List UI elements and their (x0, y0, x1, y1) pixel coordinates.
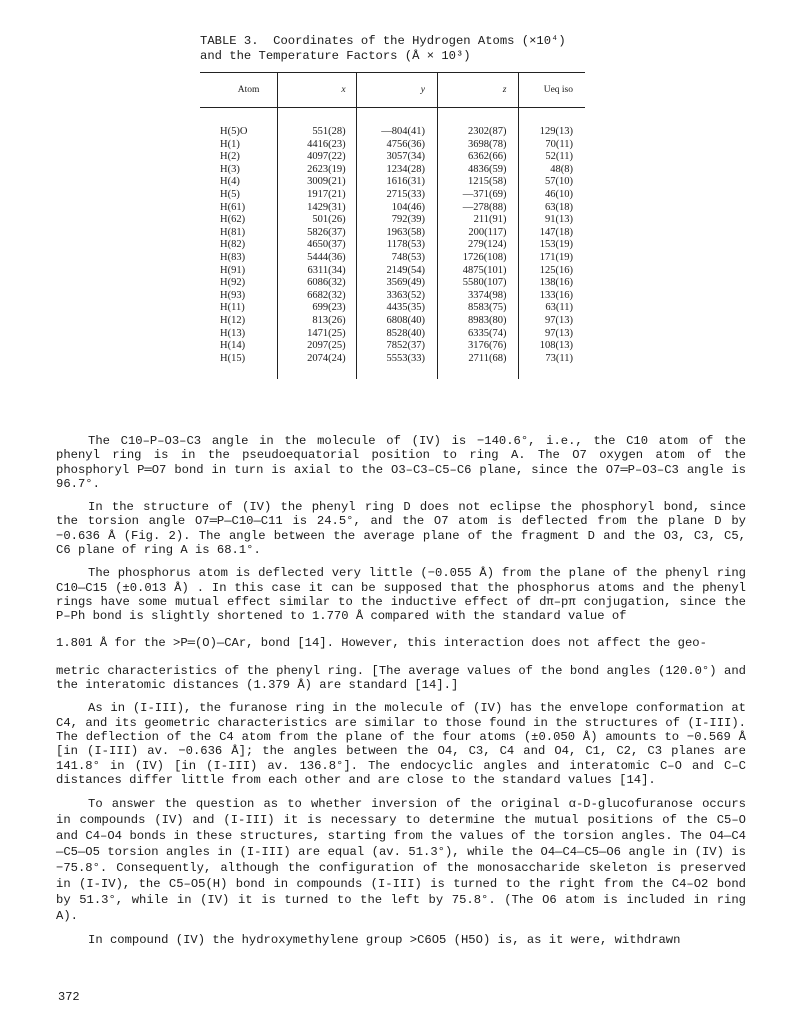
cell-y: 8528(40) (356, 328, 437, 341)
cell-y: —804(41) (356, 108, 437, 139)
cell-y: 4756(36) (356, 139, 437, 152)
cell-atom: H(3) (220, 163, 240, 175)
cell-z: 1215(58) (438, 176, 519, 189)
table-row (200, 328, 585, 341)
cell-x: 2074(24) (278, 353, 356, 380)
page-number: 372 (58, 990, 80, 1004)
cell-ueq: 46(10) (519, 189, 585, 202)
cell-y: 6808(40) (356, 315, 437, 328)
cell-y: 792(39) (356, 214, 437, 227)
cell-z: 200(117) (438, 227, 519, 240)
cell-atom: H(81) (220, 226, 246, 238)
cell-x: 551(28) (278, 108, 356, 139)
cell-x: 813(26) (278, 315, 356, 328)
paragraph: metric characteristics of the phenyl ring. [The average values of the bond angles (120.0°) and the interatomic distances (1.379 Å) are standard [14].] (56, 663, 746, 693)
cell-atom: H(91) (220, 264, 246, 276)
paragraph: 1.801 Å for the >P═(O)—CAr, bond [14]. However, this interaction does not affect the geo- (56, 635, 707, 650)
cell-y: 7852(37) (356, 340, 437, 353)
cell-z: —278(88) (438, 202, 519, 215)
cell-atom: H(61) (220, 201, 246, 213)
table-row (200, 340, 585, 353)
cell-y: 3363(52) (356, 290, 437, 303)
cell-x: 6086(32) (278, 277, 356, 290)
cell-ueq: 63(18) (519, 202, 585, 215)
cell-x: 2623(19) (278, 164, 356, 177)
table-row (200, 202, 585, 215)
table-row (200, 227, 585, 240)
table-row (200, 353, 585, 380)
caption-line-1: TABLE 3. Coordinates of the Hydrogen Atoms (×10⁴) (200, 34, 566, 48)
table-header-row (200, 73, 585, 108)
cell-z: 5580(107) (438, 277, 519, 290)
table-row (200, 108, 585, 139)
cell-z: 2711(68) (438, 353, 519, 380)
cell-ueq: 57(10) (519, 176, 585, 189)
cell-z: 2302(87) (438, 108, 519, 139)
cell-y: 748(53) (356, 252, 437, 265)
table-row (200, 239, 585, 252)
cell-z: 8583(75) (438, 302, 519, 315)
cell-y: 1234(28) (356, 164, 437, 177)
cell-y: 5553(33) (356, 353, 437, 380)
cell-z: 4836(59) (438, 164, 519, 177)
table-row (200, 302, 585, 315)
cell-atom: H(11) (220, 302, 245, 314)
cell-ueq: 108(13) (519, 340, 585, 353)
cell-atom: H(4) (220, 176, 240, 188)
cell-ueq: 133(16) (519, 290, 585, 303)
cell-z: 8983(80) (438, 315, 519, 328)
table-body (200, 108, 585, 380)
cell-ueq: 97(13) (519, 315, 585, 328)
cell-atom: H(2) (220, 151, 240, 163)
cell-ueq: 48(8) (519, 164, 585, 177)
cell-x: 501(26) (278, 214, 356, 227)
cell-z: 3698(78) (438, 139, 519, 152)
cell-x: 4416(23) (278, 139, 356, 152)
cell-x: 6311(34) (278, 265, 356, 278)
cell-z: 6335(74) (438, 328, 519, 341)
cell-y: 104(46) (356, 202, 437, 215)
cell-ueq: 129(13) (519, 108, 585, 139)
cell-x: 699(23) (278, 302, 356, 315)
cell-x: 4097(22) (278, 151, 356, 164)
table-row (200, 139, 585, 152)
cell-x: 2097(25) (278, 340, 356, 353)
cell-z: 6362(66) (438, 151, 519, 164)
cell-atom: H(82) (220, 239, 246, 251)
table-row (200, 265, 585, 278)
paragraph: The C10–P–O3–C3 angle in the molecule of (IV) is −140.6°, i.e., the C10 atom of the phenyl ring is in the pseudoequatorial position to ring A. The O7 oxygen atom of the phosphoryl P═O7 bond in turn is axial to the O3–C3–C5–C6 plane, since the O7═P–O3–C3 angle is 96.7°. (56, 434, 746, 491)
cell-ueq: 153(19) (519, 239, 585, 252)
cell-x: 5444(36) (278, 252, 356, 265)
cell-ueq: 91(13) (519, 214, 585, 227)
cell-z: —371(69) (438, 189, 519, 202)
cell-y: 3057(34) (356, 151, 437, 164)
cell-z: 4875(101) (438, 265, 519, 278)
table-caption (200, 34, 620, 64)
table-row (200, 151, 585, 164)
cell-y: 2715(33) (356, 189, 437, 202)
cell-ueq: 73(11) (519, 353, 585, 380)
paragraph: The phosphorus atom is deflected very little (−0.055 Å) from the plane of the phenyl ring C10—C15 (±0.013 Å) . In this case it can be supposed that the phosphorus atoms and the phenyl rings have some mutual effect similar to the inductive effect of dπ–pπ conjugation, since the P–Ph bond is slightly shortened to 1.770 Å compared with the standard value of (56, 566, 746, 624)
cell-z: 211(91) (438, 214, 519, 227)
cell-atom: H(92) (220, 277, 246, 289)
cell-y: 1178(53) (356, 239, 437, 252)
cell-x: 6682(32) (278, 290, 356, 303)
header-z: z (438, 73, 519, 108)
cell-z: 3176(76) (438, 340, 519, 353)
cell-z: 279(124) (438, 239, 519, 252)
cell-atom: H(83) (220, 251, 246, 263)
cell-atom: H(13) (220, 327, 246, 339)
cell-x: 1471(25) (278, 328, 356, 341)
header-x: x (278, 73, 356, 108)
paragraph: As in (I-III), the furanose ring in the molecule of (IV) has the envelope conformation at C4, and its geometric characteristics are similar to those found in the structures of (I-III). The deflection of the C4 atom from the plane of the four atoms (±0.050 Å) amounts to −0.569 Å [in (I-III) av. −0.636 Å]; the angles between the O4, C3, C4 and O4, C1, C2, C3 planes are 141.8° in (IV) [in (I-III) av. 136.8°]. The endocyclic angles and interatomic C–O and C–C distances differ little from each other and are close to the standard values [14]. (56, 701, 746, 787)
cell-y: 1963(58) (356, 227, 437, 240)
cell-z: 3374(98) (438, 290, 519, 303)
cell-y: 4435(35) (356, 302, 437, 315)
cell-x: 4650(37) (278, 239, 356, 252)
cell-atom: H(5)O (220, 126, 248, 137)
cell-ueq: 52(11) (519, 151, 585, 164)
header-atom: Atom (200, 73, 278, 108)
paragraph: To answer the question as to whether inversion of the original α-D-glucofuranose occurs in compounds (IV) and (I-III) it is necessary to determine the mutual positions of the C5–O and C4–O4 bonds in these structures, starting from the values of the torsion angles. The O4—C4—C5—O5 torsion angles in (I-III) are equal (av. 51.3°), while the O4—C4—C5—O6 angle in (IV) is −75.8°. Consequently, although the configuration of the monosaccharide skeleton is preserved in (I-IV), the C5–O5(H) bond in compounds (I-III) is turned to the right from the C4–O2 bond by 51.3°, while in (IV) it is turned to the left by 75.8°. (The O6 atom is included in ring A). (56, 797, 746, 924)
hydrogen-coordinates-table (200, 72, 585, 379)
cell-x: 1917(21) (278, 189, 356, 202)
table-row (200, 252, 585, 265)
cell-y: 1616(31) (356, 176, 437, 189)
table-row (200, 189, 585, 202)
table-row (200, 290, 585, 303)
cell-atom: H(15) (220, 352, 246, 364)
cell-x: 3009(21) (278, 176, 356, 189)
cell-y: 2149(54) (356, 265, 437, 278)
cell-ueq: 63(11) (519, 302, 585, 315)
table-row (200, 277, 585, 290)
table-row (200, 214, 585, 227)
table-row (200, 315, 585, 328)
paragraph: In the structure of (IV) the phenyl ring D does not eclipse the phosphoryl bond, since the torsion angle O7═P—C10—C11 is 24.5°, and the O7 atom is deflected from the plane D by −0.636 Å (Fig. 2). The angle between the average plane of the fragment D and the O3, C3, C5, C6 plane of ring A is 68.1°. (56, 500, 746, 558)
cell-atom: H(12) (220, 314, 246, 326)
cell-atom: H(14) (220, 340, 246, 352)
cell-atom: H(93) (220, 289, 246, 301)
article-body (56, 434, 746, 957)
cell-ueq: 70(11) (519, 139, 585, 152)
cell-ueq: 147(18) (519, 227, 585, 240)
table-row (200, 176, 585, 189)
cell-ueq: 138(16) (519, 277, 585, 290)
cell-x: 5826(37) (278, 227, 356, 240)
cell-atom: H(62) (220, 214, 246, 226)
cell-x: 1429(31) (278, 202, 356, 215)
cell-z: 1726(108) (438, 252, 519, 265)
cell-atom: H(5) (220, 188, 240, 200)
header-y: y (356, 73, 437, 108)
cell-ueq: 125(16) (519, 265, 585, 278)
header-ueq: Ueq iso (519, 73, 585, 108)
caption-line-2: and the Temperature Factors (Å × 10³) (200, 49, 471, 63)
table-row (200, 164, 585, 177)
cell-ueq: 97(13) (519, 328, 585, 341)
cell-atom: H(1) (220, 138, 240, 150)
cell-ueq: 171(19) (519, 252, 585, 265)
cell-y: 3569(49) (356, 277, 437, 290)
paragraph: In compound (IV) the hydroxymethylene group >C6O5 (H5O) is, as it were, withdrawn (88, 933, 681, 948)
